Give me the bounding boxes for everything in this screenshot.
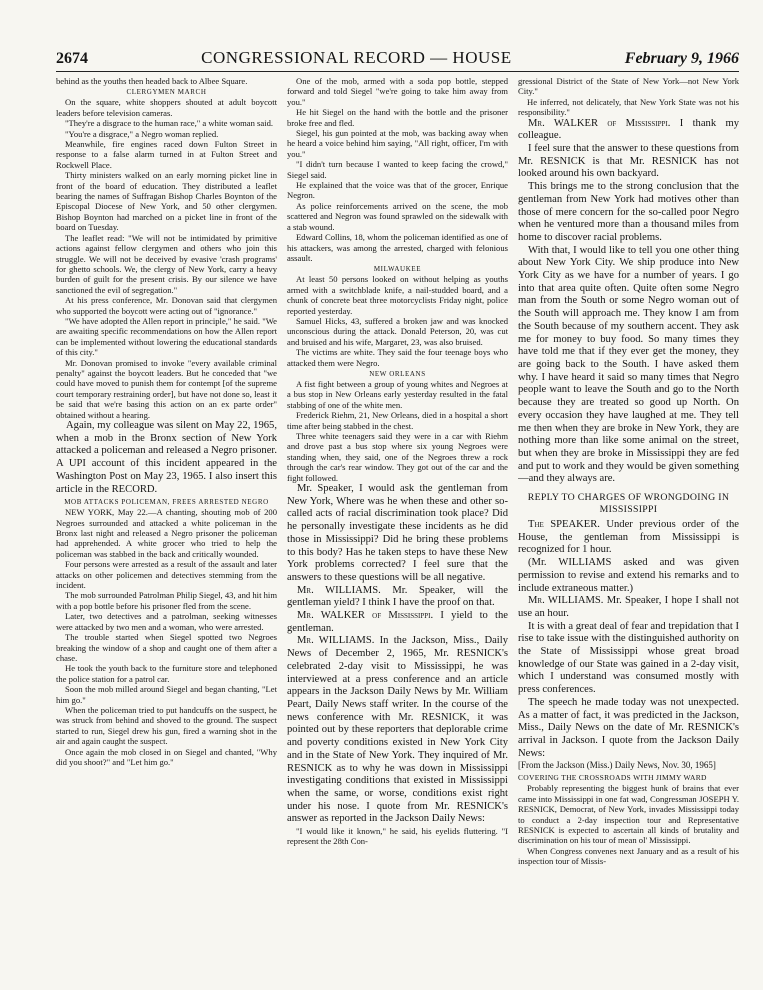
speech-paragraph: The speech he made today was not unexpected. As a matter of fact, it was predicted in the Jackson, Miss., Daily News on the date of Mr. RESNICK's arrival in Jackson. I quote from the Jackson Daily News: [518, 696, 739, 759]
paragraph: He explained that the voice was that of the grocer, Enrique Negron. [287, 180, 508, 201]
paragraph: At his press conference, Mr. Donovan said that clergymen who supported the boycott were acting out of "ignorance." [56, 295, 277, 316]
speech-text: Mr. Speaker, I hope I shall not use an hour. [518, 595, 739, 619]
paragraph: The mob surrounded Patrolman Philip Siegel, 43, and hit him with a pop bottle before his prisoner fled from the scene. [56, 590, 277, 611]
paragraph: He took the youth back to the furniture store and telephoned the police station for a patrol car. [56, 663, 277, 684]
speech-paragraph: It is with a great deal of fear and trepidation that I rise to take issue with the distinguished authority on the State of Mississippi whose great broad knowledge of our State was gained in a 2-day visit, which I understand was consumed mostly with press conferences. [518, 620, 739, 696]
speaker-name: Mr. WALKER of Mississippi. [297, 610, 434, 622]
paragraph: "You're a disgrace," a Negro woman replied. [65, 128, 219, 139]
subheading: NEW ORLEANS [369, 369, 426, 378]
paragraph: "They're a disgrace to the human race," a white woman said. [65, 118, 274, 129]
speech-paragraph [518, 519, 739, 557]
paragraph: Siegel, his gun pointed at the mob, was backing away when he heard a voice behind him saying, "All right, officer, I'm with you." [287, 128, 508, 159]
paragraph: When the policeman tried to put handcuffs on the suspect, he was struck from behind and shoved to the ground. The suspect started to run, Siegel drew his gun, fired a warning shot in the air and again caught the suspect. [56, 704, 277, 747]
paragraph: "I didn't turn because I wanted to keep facing the crowd," Siegel said. [287, 159, 508, 180]
paragraph: On the square, white shoppers shouted at adult boycott leaders before television cameras. [56, 97, 277, 118]
paragraph: "We have adopted the Allen report in principle," he said. "We are awaiting specific recommendations on how the Allen report can be implemented without lowering the educational standards of this city." [56, 315, 277, 358]
paragraph: The victims are white. They said the four teenage boys who attacked them were Negro. [287, 347, 508, 368]
paragraph: The leaflet read: "We will not be intimidated by primitive actions against fellow clergymen and others who join this struggle. We will not be deceived by evasive 'crash programs' for ghetto schools. We, the clergy of New York, carry a heavy burden of guilt for the present crisis. By our silence we have sanctioned the evil of segregation." [56, 232, 277, 295]
paragraph: Once again the mob closed in on Siegel and chanted, "Why did you shoot?" and "Let him go." [56, 746, 277, 767]
subheading: COVERING THE CROSSROADS WITH JIMMY WARD [518, 773, 707, 783]
speaker-name: Mr. WILLIAMS. [528, 595, 604, 607]
speech-paragraph [287, 610, 508, 635]
speaker-name: Mr. WILLIAMS. [297, 584, 381, 596]
speech-text: I thank my colleague. [518, 117, 739, 142]
column-3 [518, 76, 739, 982]
speech-paragraph: This brings me to the strong conclusion that the gentleman from New York had motives other than those of mere concern for the so-called poor Negro when he ventured more than a thousand miles from home to discover racial problems. [518, 181, 739, 243]
quoted-paragraph: Probably representing the biggest hunk of brains that ever came into Mississippi in one fat wad, Congressman JOSEPH Y. RESNICK, Democrat, of New York, invades Mississippi today to conduct a 2-day inspection tour and Representative RESNICK is expected to ascertain all kinds of brutality and discrimination on his tour of mean ol' Mississippi. [518, 783, 739, 846]
paragraph: Later, two detectives and a patrolman, seeking witnesses were attacked by two men and a woman, who were arrested. [56, 611, 277, 632]
text-columns [56, 76, 739, 982]
paragraph: Three white teenagers said they were in a car with Riehm and drove past a bus stop where six young Negroes were standing when, they said, one of the Negroes threw a rock through the car's rear window. They got out of the car and the fight followed. [287, 431, 508, 483]
quoted-paragraph: "I would like it known," he said, his eyelids fluttering. "I represent the 28th Con- [287, 826, 508, 847]
section-heading: REPLY TO CHARGES OF WRONGDOING IN MISSISSIPPI [527, 492, 730, 516]
speech-paragraph: Again, my colleague was silent on May 22, 1965, when a mob in the Bronx section of New York attacked a policeman and released a Negro prisoner. A UPI account of this incident appeared in the Washington Post on May 23, 1965. I also insert this article in the RECORD. [56, 420, 277, 495]
paragraph: Frederick Riehm, 21, New Orleans, died in a hospital a short time after being stabbed in the chest. [287, 410, 508, 431]
subheading: MOB ATTACKS POLICEMAN, FREES ARRESTED NEGRO [64, 498, 269, 507]
paragraph: Thirty ministers walked on an early morning picket line in front of the board of education. They distributed a leaflet bearing the names of Suffragan Bishop Charles Boynton of the Episcopal Diocese of New York, and 50 other clergymen. Bishop Boynton had marched on a picket line in front of the board on Tuesday. [56, 170, 277, 233]
paragraph: behind as the youths then headed back to Albee Square. [56, 76, 248, 86]
speech-text: Mr. Speaker, will the gentleman yield? I think I have the proof on that. [287, 584, 508, 609]
paragraph: Meanwhile, fire engines raced down Fulton Street in response to a false alarm turned in at Fulton Street and Rockwell Place. [56, 139, 277, 170]
quoted-paragraph: He inferred, not delicately, that New York State was not his responsibility." [518, 96, 739, 118]
page-number: 2674 [56, 50, 88, 67]
speech-paragraph [518, 595, 739, 620]
quoted-paragraph: gressional District of the State of New York—not New York City." [518, 76, 739, 97]
paragraph: Four persons were arrested as a result of the assault and later attacks on other policemen and detectives stemming from the incident. [56, 559, 277, 591]
column-2 [287, 76, 508, 982]
publication-title: CONGRESSIONAL RECORD — HOUSE [201, 48, 512, 67]
speech-text: In the Jackson, Miss., Daily News of December 2, 1965, Mr. RESNICK's celebrated 2-day visit to Mississippi, he was interviewed at a press conference and an article appears in the Jackson Daily News by Mr. William Peart, Daily News staff writer. In the course of the news conference with Mr. RESNICK, it was pointed out by these reporters that deplorable crime and poverty conditions existed in New York City and in the State of New York. They inquired of Mr. RESNICK as to why he was down in Mississippi investigating conditions that existed in Mississippi when the same, or worse, conditions exist right under his nose. I quote from Mr. RESNICK's answer as reported in the Jackson Daily News: [287, 635, 508, 825]
speech-text: I yield to the gentleman. [287, 610, 508, 634]
paragraph: The trouble started when Siegel spotted two Negroes breaking the window of a shop and caught one of them after a chase. [56, 632, 277, 663]
paragraph: He hit Siegel on the hand with the bottle and the prisoner broke free and fled. [287, 107, 508, 128]
speech-paragraph: (Mr. WILLIAMS asked and was given permission to revise and extend his remarks and to include extraneous matter.) [518, 557, 739, 594]
paragraph: Mr. Donovan promised to invoke "every available criminal penalty" against the boycott leaders. But he conceded that "we could have moved to punish them for contempt [of the supreme court temporary restraining order], but have not done so, least it be said that we're basing this action on an ex parte order" obtained without a hearing. [56, 357, 277, 420]
speech-paragraph [518, 118, 739, 143]
paragraph: Edward Collins, 18, whom the policeman identified as one of his attackers, was among the arrested, charged with felonious assault. [287, 232, 508, 263]
speaker-name: Mr. WALKER of Mississippi. [528, 117, 671, 129]
paragraph: At least 50 persons looked on without helping as youths armed with a switchblade knife, a nail-studded board, and a chunk of concrete beat three motorcyclists Friday night, police reported yesterday. [287, 274, 508, 316]
citation: [From the Jackson (Miss.) Daily News, Nov. 30, 1965] [518, 760, 716, 771]
paragraph: As police reinforcements arrived on the scene, the mob scattered and Negron was found sprawled on the sidewalk with a stab wound. [287, 200, 508, 232]
speaker-name: The SPEAKER. [528, 519, 600, 531]
paragraph: One of the mob, armed with a soda pop bottle, stepped forward and told Siegel "we're going to take him away from you." [287, 76, 508, 107]
header-rule [56, 71, 739, 72]
speech-paragraph: I feel sure that the answer to these questions from Mr. RESNICK is that Mr. RESNICK has not looked around his own backyard. [518, 143, 739, 180]
speech-paragraph [287, 635, 508, 826]
paragraph: Samuel Hicks, 43, suffered a broken jaw and was knocked unconscious during the attack. Donald Peterson, 20, was cut and bruised and his wife, Margaret, 23, was also bruised. [287, 315, 508, 347]
subheading: CLERGYMEN MARCH [126, 88, 207, 97]
speech-paragraph [287, 585, 508, 610]
column-1 [56, 76, 277, 982]
subheading: MILWAUKEE [373, 265, 422, 274]
speaker-name: Mr. WILLIAMS. [297, 635, 375, 647]
issue-date: February 9, 1966 [624, 50, 739, 67]
paragraph: NEW YORK, May 22.—A chanting, shouting mob of 200 Negroes surrounded and attacked a white policeman in the Bronx last night and released a Negro prisoner the policeman had apprehended. A white grocer who tried to help the policeman was stabbed in the back and critically wounded. [56, 507, 277, 559]
speech-text: Under previous order of the House, the gentleman from Mississippi is recognized for 1 hour. [518, 519, 739, 556]
paragraph: Soon the mob milled around Siegel and began chanting, "Let him go." [56, 684, 277, 705]
paragraph: A fist fight between a group of young whites and Negroes at a bus stop in New Orleans early yesterday resulted in the fatal stabbing of one of the white men. [287, 378, 508, 410]
speech-paragraph: With that, I would like to tell you one other thing about New York City. We ship produce into New York City as we have for a number of years. I go into that area quite often. Quite often some Negro man from the South or some Negro woman out of the South will approach me. They know I am from the South because of my southern accent. They ask me for money to buy food. So many times they have told me that if they ever get the money, they are going back to the South. I have asked them why. I have heard it said so many times that Negro people want to leave the South and go to the North because they are treated so good up North. On every occasion they have laughed at me. They tell me then when they are broke in New York, they are nothing more than like some animal on the street, but when they are broke in Mississippi they are fed and put to work and they would be given something—and they always are. [518, 244, 739, 485]
quoted-paragraph: When Congress convenes next January and as a result of his inspection tour of Missis- [518, 845, 739, 867]
speech-paragraph: Mr. Speaker, I would ask the gentleman from New York, Where was he when these and other so-called acts of racial discrimination took place? Did he personally investigate these incidents as he did those in Mississippi? Did he bring these problems to this body? Has he taken steps to have these New York problems corrected? I feel sure that the answers to these questions will be all negative. [287, 483, 508, 583]
page-header [56, 48, 739, 70]
